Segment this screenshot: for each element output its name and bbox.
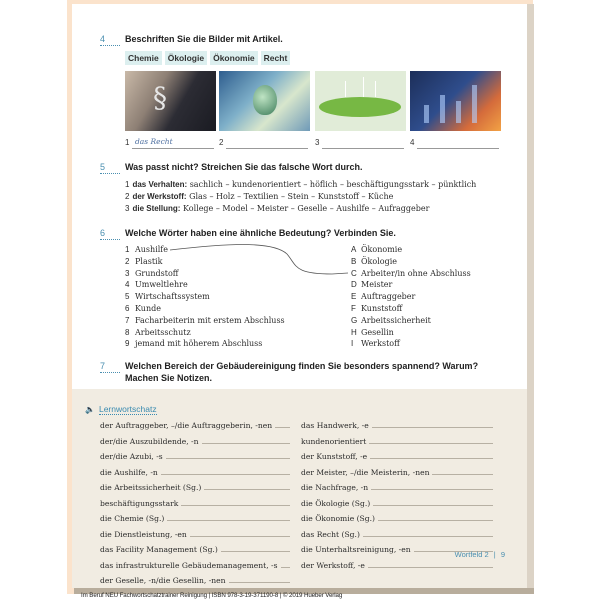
match-item[interactable] bbox=[125, 338, 285, 350]
option-letter: B bbox=[351, 256, 357, 266]
option-text: Kunststoff bbox=[361, 303, 403, 313]
vocab-entry[interactable] bbox=[301, 511, 493, 527]
option-letter: D bbox=[351, 280, 357, 290]
vocab-term: die Arbeitssicherheit (Sg.) bbox=[100, 483, 202, 492]
write-line[interactable] bbox=[281, 558, 290, 568]
write-line[interactable] bbox=[378, 511, 493, 521]
item-text: Kunde bbox=[135, 303, 161, 313]
item-head: das Verhalten: bbox=[132, 180, 188, 189]
vocab-term: das Handwerk, -e bbox=[301, 421, 369, 430]
match-item[interactable] bbox=[125, 303, 285, 315]
item-number: 3 bbox=[125, 204, 130, 213]
connection-line bbox=[72, 4, 527, 304]
vocabulary-header bbox=[85, 404, 157, 415]
word-tag: Recht bbox=[261, 51, 291, 65]
item-number: 9 bbox=[125, 339, 130, 349]
item-number: 6 bbox=[125, 303, 130, 313]
vocab-term: das Facility Management (Sg.) bbox=[100, 545, 218, 554]
item-text: Arbeitsschutz bbox=[135, 327, 191, 337]
match-item[interactable] bbox=[125, 327, 285, 339]
write-line[interactable] bbox=[190, 527, 290, 537]
vocab-entry[interactable] bbox=[301, 449, 493, 465]
blank-number: 4 bbox=[410, 138, 415, 147]
item-text: Facharbeiterin mit erstem Abschluss bbox=[135, 315, 285, 325]
vocab-term: der/die Auszubildende, -n bbox=[100, 436, 199, 446]
item-head: die Stellung: bbox=[132, 204, 181, 213]
vocab-entry[interactable] bbox=[301, 527, 493, 543]
item-number: 8 bbox=[125, 327, 130, 337]
write-line[interactable] bbox=[167, 511, 290, 521]
match-option[interactable] bbox=[351, 327, 471, 339]
match-option[interactable] bbox=[351, 303, 471, 315]
option-text: Werkstoff bbox=[361, 339, 400, 349]
item-text: jemand mit höherem Abschluss bbox=[135, 339, 263, 349]
exercise-5-number: 5 bbox=[100, 162, 120, 174]
separator: | bbox=[493, 550, 496, 559]
vocab-term: beschäftigungsstark bbox=[100, 498, 179, 508]
option-letter: I bbox=[351, 339, 354, 349]
vocab-entry[interactable] bbox=[100, 511, 290, 527]
item-words: Kollege – Model – Meister – Geselle – Aushilfe – Aufraggeber bbox=[183, 204, 430, 213]
vocab-entry[interactable] bbox=[301, 418, 493, 434]
footer-credit: Im Beruf NEU Fachwortschatztrainer Reinigung | ISBN 978-3-19-371190-8 | © 2019 Hueber Verlag bbox=[81, 592, 343, 599]
vocab-term: das infrastrukturelle Gebäudemanagement, -s bbox=[100, 560, 278, 570]
write-line[interactable] bbox=[161, 465, 290, 475]
exercise-6-number: 6 bbox=[100, 228, 120, 240]
vocab-entry[interactable] bbox=[100, 434, 290, 450]
paragraph-symbol-icon: § bbox=[153, 81, 167, 114]
option-letter: H bbox=[351, 327, 357, 337]
write-line[interactable] bbox=[432, 465, 493, 475]
vocab-entry[interactable] bbox=[301, 480, 493, 496]
option-text: Ökologie bbox=[361, 256, 398, 266]
item-text: Grundstoff bbox=[135, 268, 179, 278]
exercise-6-title: Welche Wörter haben eine ähnliche Bedeutung? Verbinden Sie. bbox=[125, 228, 396, 238]
vocab-entry[interactable] bbox=[100, 449, 290, 465]
write-line[interactable] bbox=[221, 542, 290, 552]
blank-number: 2 bbox=[219, 138, 224, 147]
page-shadow bbox=[527, 4, 534, 594]
option-letter: F bbox=[351, 303, 356, 313]
item-head: der Werkstoff: bbox=[132, 192, 187, 201]
page-number: 9 bbox=[500, 550, 505, 559]
item-text: Plastik bbox=[135, 256, 163, 266]
write-line[interactable] bbox=[204, 480, 290, 490]
vocab-term: der/die Azubi, -s bbox=[100, 452, 163, 461]
page-footer-number bbox=[455, 550, 505, 559]
item-number: 7 bbox=[125, 315, 130, 325]
blank-number: 3 bbox=[315, 138, 320, 147]
vocabulary-title: Lernwortschatz bbox=[98, 404, 157, 414]
option-text: Gesellin bbox=[361, 327, 394, 337]
write-line[interactable] bbox=[181, 496, 290, 506]
option-text: Auftraggeber bbox=[361, 292, 416, 302]
vocab-entry[interactable] bbox=[301, 496, 493, 512]
option-text: Meister bbox=[361, 280, 393, 290]
item-number: 1 bbox=[125, 245, 130, 254]
item-number: 2 bbox=[125, 256, 130, 266]
option-text: Ökonomie bbox=[361, 245, 403, 254]
option-text: Arbeiter/in ohne Abschluss bbox=[361, 268, 471, 278]
item-number: 1 bbox=[125, 180, 130, 189]
vocab-term: der Geselle, -n/die Gesellin, -nen bbox=[100, 576, 226, 585]
word-tag: Ökologie bbox=[165, 51, 207, 65]
speaker-icon[interactable]: 🔈 bbox=[85, 405, 95, 414]
vocab-entry[interactable] bbox=[100, 573, 290, 588]
item-text: Wirtschaftssystem bbox=[135, 292, 210, 302]
option-letter: G bbox=[351, 315, 358, 325]
item-text: Umweltlehre bbox=[135, 280, 188, 290]
option-text: Arbeitssicherheit bbox=[361, 315, 431, 325]
vocab-term: der Auftraggeber, –/die Auftraggeberin, -nen bbox=[100, 421, 273, 430]
item-words: sachlich – kundenorientiert – höflich – beschäftigungsstark – pünktlich bbox=[189, 180, 477, 189]
item-number: 3 bbox=[125, 268, 130, 278]
write-line[interactable] bbox=[229, 573, 290, 583]
vocab-term: kundenorientiert bbox=[301, 436, 367, 446]
item-number: 2 bbox=[125, 192, 130, 201]
vocab-term: das Recht (Sg.) bbox=[301, 529, 360, 539]
write-line[interactable] bbox=[166, 449, 290, 459]
vocab-term: die Nachfrage, -n bbox=[301, 483, 369, 492]
exercise-7-number: 7 bbox=[100, 361, 120, 373]
vocab-entry[interactable] bbox=[100, 527, 290, 543]
vocab-entry[interactable] bbox=[100, 496, 290, 512]
match-item[interactable] bbox=[125, 315, 285, 327]
vocab-term: die Unterhaltsreinigung, -en bbox=[301, 545, 411, 554]
vocab-entry[interactable] bbox=[100, 418, 290, 434]
vocab-term: der Meister, –/die Meisterin, -nen bbox=[301, 467, 430, 477]
vocab-entry[interactable] bbox=[301, 434, 493, 450]
match-option[interactable] bbox=[351, 338, 471, 350]
item-number: 4 bbox=[125, 280, 130, 290]
vocab-entry[interactable] bbox=[100, 465, 290, 481]
write-line[interactable] bbox=[369, 434, 493, 444]
write-line[interactable] bbox=[371, 480, 493, 490]
write-line[interactable] bbox=[202, 434, 290, 444]
vocab-entry[interactable] bbox=[301, 465, 493, 481]
handwritten-answer: das Recht bbox=[135, 137, 173, 146]
exercise-7-title-line1: Welchen Bereich der Gebäudereinigung finden Sie besonders spannend? Warum? bbox=[125, 361, 479, 371]
exercise-7-title-line2: Machen Sie Notizen. bbox=[125, 373, 213, 383]
word-tag: Chemie bbox=[125, 51, 162, 65]
vocab-term: der Werkstoff, -e bbox=[301, 560, 365, 570]
item-number: 5 bbox=[125, 292, 130, 302]
write-line[interactable] bbox=[370, 449, 493, 459]
vocab-term: die Ökologie (Sg.) bbox=[301, 498, 371, 508]
vocab-term: die Dienstleistung, -en bbox=[100, 529, 187, 539]
write-line[interactable] bbox=[373, 496, 493, 506]
vocabulary-left-column bbox=[100, 418, 290, 588]
vocab-entry[interactable] bbox=[301, 558, 493, 574]
write-line[interactable] bbox=[368, 558, 493, 568]
vocab-term: die Ökonomie (Sg.) bbox=[301, 514, 375, 523]
vocab-term: der Kunststoff, -e bbox=[301, 452, 368, 461]
option-letter: A bbox=[351, 245, 357, 254]
workbook-page bbox=[72, 4, 527, 588]
write-line[interactable] bbox=[275, 418, 290, 428]
write-line[interactable] bbox=[363, 527, 493, 537]
option-letter: E bbox=[351, 292, 357, 302]
vocab-entry[interactable] bbox=[100, 542, 290, 558]
write-line[interactable] bbox=[372, 418, 493, 428]
section-label: Wortfeld 2 bbox=[454, 550, 489, 559]
item-text: Aushilfe bbox=[135, 245, 168, 254]
blank-number: 1 bbox=[125, 138, 130, 147]
match-option[interactable] bbox=[351, 315, 471, 327]
option-letter: C bbox=[351, 268, 357, 278]
word-tag: Ökonomie bbox=[210, 51, 258, 65]
item-words: Glas – Holz – Textilien – Stein – Kunststoff – Küche bbox=[189, 192, 394, 201]
exercise-4-number: 4 bbox=[100, 34, 120, 46]
vocab-entry[interactable] bbox=[100, 480, 290, 496]
vocab-entry[interactable] bbox=[100, 558, 290, 574]
exercise-5-title: Was passt nicht? Streichen Sie das falsche Wort durch. bbox=[125, 162, 363, 172]
vocab-term: die Chemie (Sg.) bbox=[100, 514, 165, 523]
vocab-term: die Aushilfe, -n bbox=[100, 467, 158, 477]
exercise-4-title: Beschriften Sie die Bilder mit Artikel. bbox=[125, 34, 283, 44]
